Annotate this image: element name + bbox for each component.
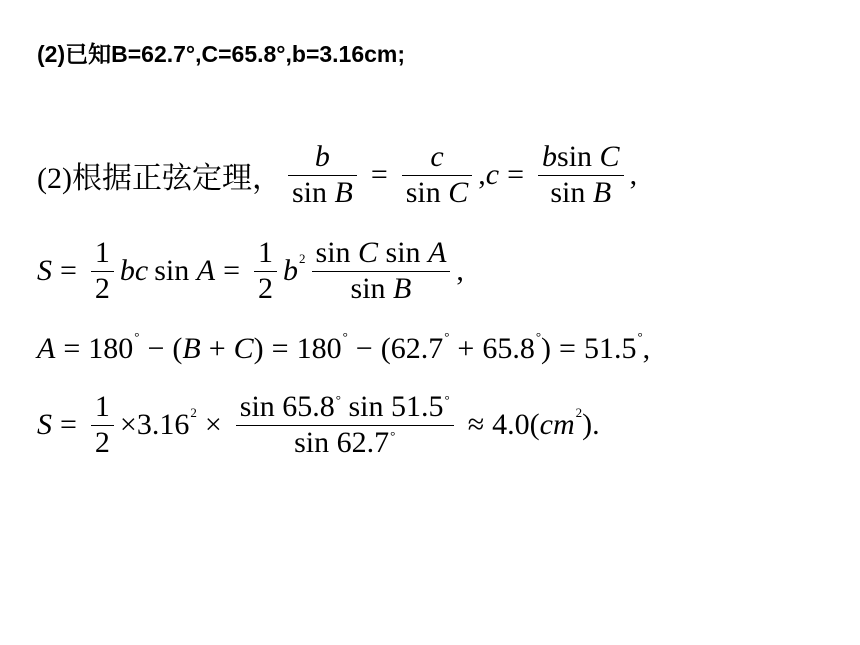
solution-line-angle-A: A = 180 ° − ( B + C ) = 180 ° − ( 62.7 ° + 65.8 ° ) = 51.5 ° , (37, 329, 651, 365)
problem-statement: (2)已知B=62.7°,C=65.8°,b=3.16cm; (37, 41, 406, 67)
fraction-bsinC-over-sinB: $\frac{\text{bsin C}}{\text{sin B}}$ (538, 140, 624, 210)
fraction-sinCsinA-over-sinB: $\frac{\text{sin C sin A}}{\text{sin B}}$ (312, 236, 451, 306)
solution-prefix: (2)根据正弦定理 (37, 162, 252, 195)
fraction-one-half: $\frac{1}{2}$ (91, 236, 114, 306)
cjk-comma: ， (251, 162, 282, 195)
solution-line-law-of-sines: (2)根据正弦定理 ， $\frac{b}{\text{sin B}}$ = $\frac{c}{\text{sin C}}$ , c = $\frac{\text{bsin C}}{\text{sin B}}$ , (37, 140, 638, 209)
fraction-one-half: $\frac{1}{2}$ (254, 236, 277, 306)
solution-line-area-formula: S = $\frac{1}{2}$ b c sin A = $\frac{1}{2}$ b 2 $\frac{\text{sin C sin A}}{\text{sin B}}$ , (37, 236, 464, 305)
fraction-c-over-sinC: $\frac{c}{\text{sin C}}$ (402, 140, 473, 210)
solution-line-area-result: S = $\frac{1}{2}$ × 3.16 2 × $\frac{\sin 65.8^\circ \sin 51.5^\circ}{\sin 62.7^\circ}$ ≈ 4.0 ( cm 2 ) . (37, 390, 600, 459)
fraction-b-over-sinB: $\frac{b}{\text{sin B}}$ (288, 140, 357, 210)
fraction-sin-values: $\frac{\sin 65.8^\circ \sin 51.5^\circ}{\sin 62.7^\circ}$ (236, 390, 454, 460)
fraction-one-half: $\frac{1}{2}$ (91, 390, 114, 460)
equals-sign: = (370, 158, 388, 191)
